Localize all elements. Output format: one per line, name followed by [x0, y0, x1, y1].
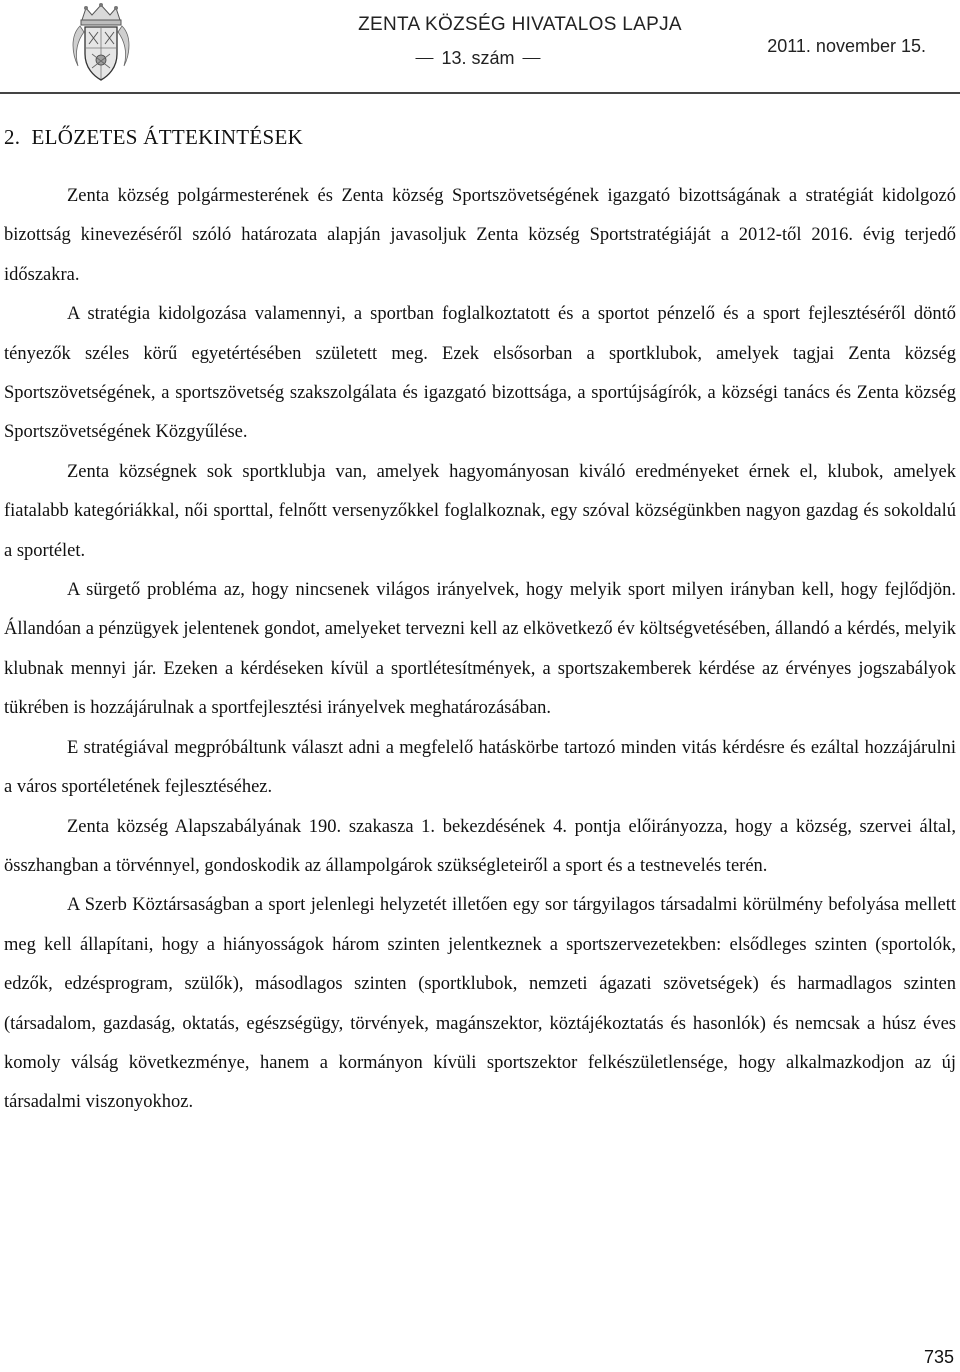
issue-label: 13. szám	[441, 48, 515, 68]
section-heading	[4, 125, 303, 150]
publication-title: ZENTA KÖZSÉG HIVATALOS LAPJA	[358, 14, 682, 35]
section-title: ELŐZETES ÁTTEKINTÉSEK	[31, 125, 304, 149]
issue-number	[415, 48, 540, 69]
paragraph: A Szerb Köztársaságban a sport jelenlegi helyzetét illetően egy sor tárgyilagos társadalmi körülmény befolyása mellett meg kell állapítani, hogy a hiányosságok három szinten jelentkeznek a sportszervezetekben: elsődleges szinten (sportolók, edzők, edzésprogram, szülők), másodlagos szinten (sportklubok, nemzeti ágazati szövetségek) és harmadlagos szinten (társadalom, gazdaság, oktatás, egészségügy, törvények, magánszektor, köztájékoztatás és hasonlók) és nemcsak a húsz éves komoly válság következménye, hanem a kormányon kívüli sportszektor felkészületlensége, hogy alkalmazkodjon az új társadalmi viszonyokhoz.	[4, 895, 956, 1113]
section-number: 2.	[4, 125, 21, 149]
paragraph: Zenta községnek sok sportklubja van, amelyek hagyományosan kiváló eredményeket érnek el, klubok, amelyek fiatalabb kategóriákkal, női sporttal, felnőtt versenyzőkkel foglalkoznak, egy szóval községünkben nagyon gazdag és sokoldalú a sportélet.	[4, 461, 956, 561]
dash-left	[415, 58, 433, 60]
publication-date: 2011. november 15.	[767, 36, 926, 56]
dash-right	[523, 58, 541, 60]
body-text	[4, 177, 956, 1123]
header-divider	[0, 92, 960, 94]
paragraph: E stratégiával megpróbáltunk választ adni a megfelelő hatáskörbe tartozó minden vitás kérdésre és ezáltal hozzájárulni a város sportéletének fejlesztéséhez.	[4, 737, 956, 798]
coat-of-arms-icon	[70, 2, 132, 86]
page-header	[0, 0, 960, 96]
page-number: 735	[923, 1347, 954, 1367]
paragraph: A stratégia kidolgozása valamennyi, a sportban foglalkoztatott és a sportot pénzelő és a sport fejlesztéséről döntő tényezők széles körű egyetértésében született meg. Ezek elsősorban a sportklubok, amelyek tagjai Zenta község Sportszövetségének, a sportszövetség szakszolgálata és igazgató bizottsága, a sportújságírók, a községi tanács és Zenta község Sportszövetségének Közgyűlése.	[4, 304, 956, 443]
paragraph: Zenta község polgármesterének és Zenta község Sportszövetségének igazgató bizottságának a stratégiát kidolgozó bizottság kinevezéséről szóló határozata alapján javasoljuk Zenta község Sportstratégiáját a 2012-től 2016. évig terjedő időszakra.	[4, 186, 956, 285]
paragraph: Zenta község Alapszabályának 190. szakasza 1. bekezdésének 4. pontja előirányozza, hogy a község, szervei által, összhangban a törvénnyel, gondoskodik az állampolgárok szükségleteiről a sport és a testnevelés terén.	[4, 816, 956, 876]
paragraph: A sürgető probléma az, hogy nincsenek világos irányelvek, hogy melyik sport milyen irányban kell, hogy fejlődjön. Állandóan a pénzügyek jelentenek gondot, amelyeket tervezni kell az elkövetkező év költségvetésében, állandó a kérdés, melyik klubnak mennyi jár. Ezeken a kérdéseken kívül a sportlétesítmények, a sportszakemberek kérdése az érvényes jogszabályok tükrében is hozzájárulnak a sportfejlesztési irányelvek meghatározásában.	[4, 580, 956, 719]
